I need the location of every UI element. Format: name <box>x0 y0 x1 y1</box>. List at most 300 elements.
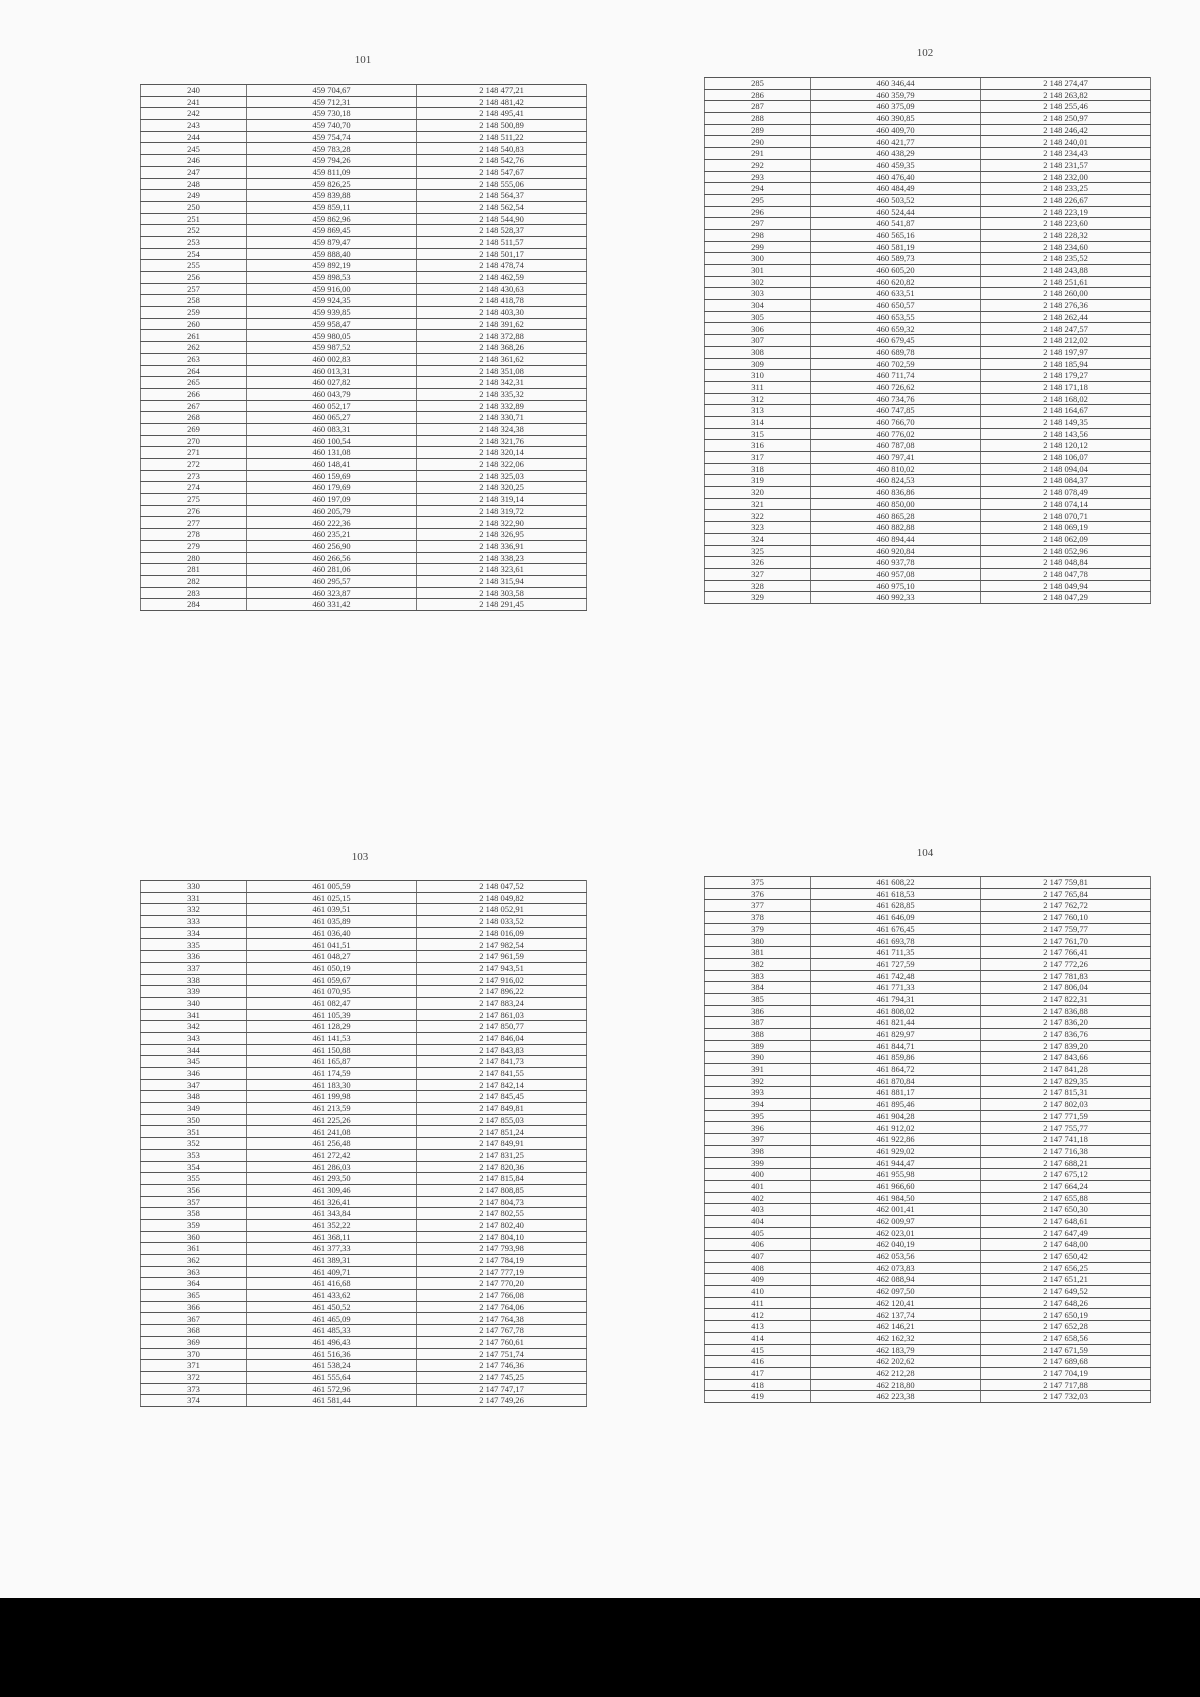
y-coordinate-cell: 2 147 717,88 <box>981 1379 1151 1391</box>
point-number-cell: 347 <box>141 1079 247 1091</box>
x-coordinate-cell: 460 503,52 <box>811 194 981 206</box>
table-row <box>141 295 587 307</box>
x-coordinate-cell: 461 676,45 <box>811 923 981 935</box>
y-coordinate-cell: 2 147 849,91 <box>417 1138 587 1150</box>
y-coordinate-cell: 2 148 562,54 <box>417 201 587 213</box>
point-number-cell: 270 <box>141 435 247 447</box>
x-coordinate-cell: 461 039,51 <box>247 904 417 916</box>
x-coordinate-cell: 461 389,31 <box>247 1255 417 1267</box>
point-number-cell: 274 <box>141 482 247 494</box>
table-row <box>705 370 1151 382</box>
y-coordinate-cell: 2 148 120,12 <box>981 440 1151 452</box>
y-coordinate-cell: 2 148 555,06 <box>417 178 587 190</box>
x-coordinate-cell: 461 409,71 <box>247 1266 417 1278</box>
point-number-cell: 377 <box>705 900 811 912</box>
table-row <box>141 1079 587 1091</box>
x-coordinate-cell: 460 390,85 <box>811 113 981 125</box>
table-row <box>705 1309 1151 1321</box>
table-row <box>705 113 1151 125</box>
point-number-cell: 316 <box>705 440 811 452</box>
y-coordinate-cell: 2 147 806,04 <box>981 982 1151 994</box>
y-coordinate-cell: 2 148 074,14 <box>981 498 1151 510</box>
x-coordinate-cell: 461 618,53 <box>811 888 981 900</box>
table-row <box>141 178 587 190</box>
point-number-cell: 252 <box>141 225 247 237</box>
table-row <box>141 459 587 471</box>
x-coordinate-cell: 461 416,68 <box>247 1278 417 1290</box>
point-number-cell: 373 <box>141 1383 247 1395</box>
table-row <box>141 470 587 482</box>
table-row <box>705 510 1151 522</box>
x-coordinate-cell: 462 137,74 <box>811 1309 981 1321</box>
y-coordinate-cell: 2 148 084,37 <box>981 475 1151 487</box>
table-row <box>705 393 1151 405</box>
point-number-cell: 318 <box>705 463 811 475</box>
table-row <box>705 900 1151 912</box>
point-number-cell: 359 <box>141 1219 247 1231</box>
table-row <box>141 939 587 951</box>
table-row <box>705 335 1151 347</box>
y-coordinate-cell: 2 148 511,22 <box>417 131 587 143</box>
x-coordinate-cell: 461 572,96 <box>247 1383 417 1395</box>
y-coordinate-cell: 2 147 765,84 <box>981 888 1151 900</box>
point-number-cell: 392 <box>705 1075 811 1087</box>
table-row <box>705 276 1151 288</box>
y-coordinate-cell: 2 148 276,36 <box>981 300 1151 312</box>
x-coordinate-cell: 461 059,67 <box>247 974 417 986</box>
y-coordinate-cell: 2 148 251,61 <box>981 276 1151 288</box>
table-row <box>705 253 1151 265</box>
point-number-cell: 414 <box>705 1332 811 1344</box>
x-coordinate-cell: 461 829,97 <box>811 1028 981 1040</box>
table-row <box>141 974 587 986</box>
point-number-cell: 390 <box>705 1052 811 1064</box>
y-coordinate-cell: 2 147 815,31 <box>981 1087 1151 1099</box>
point-number-cell: 285 <box>705 78 811 90</box>
point-number-cell: 345 <box>141 1056 247 1068</box>
y-coordinate-cell: 2 148 332,89 <box>417 400 587 412</box>
x-coordinate-cell: 461 794,31 <box>811 993 981 1005</box>
table-row <box>141 1173 587 1185</box>
point-number-cell: 404 <box>705 1215 811 1227</box>
table-row <box>141 225 587 237</box>
y-coordinate-cell: 2 148 197,97 <box>981 346 1151 358</box>
table-row <box>705 1017 1151 1029</box>
point-number-cell: 245 <box>141 143 247 155</box>
point-number-cell: 272 <box>141 459 247 471</box>
y-coordinate-cell: 2 147 761,70 <box>981 935 1151 947</box>
point-number-cell: 286 <box>705 89 811 101</box>
point-number-cell: 282 <box>141 575 247 587</box>
table-row <box>141 108 587 120</box>
x-coordinate-cell: 460 957,08 <box>811 568 981 580</box>
point-number-cell: 332 <box>141 904 247 916</box>
point-number-cell: 253 <box>141 236 247 248</box>
y-coordinate-cell: 2 148 319,14 <box>417 494 587 506</box>
y-coordinate-cell: 2 148 372,88 <box>417 330 587 342</box>
point-number-cell: 315 <box>705 428 811 440</box>
table-row <box>141 927 587 939</box>
x-coordinate-cell: 460 836,86 <box>811 487 981 499</box>
table-row <box>141 342 587 354</box>
y-coordinate-cell: 2 147 655,88 <box>981 1192 1151 1204</box>
x-coordinate-cell: 462 162,32 <box>811 1332 981 1344</box>
table-row <box>141 482 587 494</box>
point-number-cell: 350 <box>141 1114 247 1126</box>
point-number-cell: 369 <box>141 1336 247 1348</box>
x-coordinate-cell: 461 870,84 <box>811 1075 981 1087</box>
y-coordinate-cell: 2 148 326,95 <box>417 529 587 541</box>
x-coordinate-cell: 460 659,32 <box>811 323 981 335</box>
point-number-cell: 261 <box>141 330 247 342</box>
point-number-cell: 262 <box>141 342 247 354</box>
x-coordinate-cell: 460 653,55 <box>811 311 981 323</box>
table-row <box>705 1099 1151 1111</box>
point-number-cell: 305 <box>705 311 811 323</box>
y-coordinate-cell: 2 148 263,82 <box>981 89 1151 101</box>
y-coordinate-cell: 2 148 255,46 <box>981 101 1151 113</box>
point-number-cell: 247 <box>141 166 247 178</box>
point-number-cell: 324 <box>705 533 811 545</box>
x-coordinate-cell: 459 892,19 <box>247 260 417 272</box>
x-coordinate-cell: 461 516,36 <box>247 1348 417 1360</box>
x-coordinate-cell: 462 202,62 <box>811 1356 981 1368</box>
y-coordinate-cell: 2 147 802,40 <box>417 1219 587 1231</box>
x-coordinate-cell: 460 205,79 <box>247 505 417 517</box>
y-coordinate-cell: 2 147 764,38 <box>417 1313 587 1325</box>
x-coordinate-cell: 461 646,09 <box>811 912 981 924</box>
table-row <box>141 1395 587 1407</box>
x-coordinate-cell: 461 041,51 <box>247 939 417 951</box>
table-row <box>705 1227 1151 1239</box>
point-number-cell: 321 <box>705 498 811 510</box>
table-row <box>705 877 1151 889</box>
x-coordinate-cell: 461 035,89 <box>247 916 417 928</box>
point-number-cell: 242 <box>141 108 247 120</box>
table-row <box>705 1005 1151 1017</box>
table-row <box>141 283 587 295</box>
table-row <box>141 1255 587 1267</box>
table-row <box>141 599 587 611</box>
x-coordinate-cell: 459 826,25 <box>247 178 417 190</box>
y-coordinate-cell: 2 147 746,36 <box>417 1360 587 1372</box>
y-coordinate-cell: 2 147 943,51 <box>417 962 587 974</box>
point-number-cell: 254 <box>141 248 247 260</box>
table-row <box>141 1103 587 1115</box>
x-coordinate-cell: 459 730,18 <box>247 108 417 120</box>
point-number-cell: 354 <box>141 1161 247 1173</box>
point-number-cell: 408 <box>705 1262 811 1274</box>
y-coordinate-cell: 2 148 149,35 <box>981 416 1151 428</box>
x-coordinate-cell: 461 555,64 <box>247 1371 417 1383</box>
y-coordinate-cell: 2 147 772,26 <box>981 958 1151 970</box>
point-number-cell: 368 <box>141 1325 247 1337</box>
x-coordinate-cell: 461 711,35 <box>811 947 981 959</box>
point-number-cell: 351 <box>141 1126 247 1138</box>
x-coordinate-cell: 462 218,80 <box>811 1379 981 1391</box>
y-coordinate-cell: 2 148 342,31 <box>417 377 587 389</box>
point-number-cell: 279 <box>141 540 247 552</box>
x-coordinate-cell: 460 702,59 <box>811 358 981 370</box>
x-coordinate-cell: 462 023,01 <box>811 1227 981 1239</box>
table-row <box>141 951 587 963</box>
coordinate-table-page-104 <box>704 876 1151 1403</box>
y-coordinate-cell: 2 148 322,90 <box>417 517 587 529</box>
table-row <box>705 1157 1151 1169</box>
y-coordinate-cell: 2 147 961,59 <box>417 951 587 963</box>
table-row <box>705 947 1151 959</box>
point-number-cell: 287 <box>705 101 811 113</box>
point-number-cell: 386 <box>705 1005 811 1017</box>
table-row <box>705 1192 1151 1204</box>
x-coordinate-cell: 460 524,44 <box>811 206 981 218</box>
point-number-cell: 322 <box>705 510 811 522</box>
table-row <box>141 904 587 916</box>
table-row <box>705 265 1151 277</box>
point-number-cell: 296 <box>705 206 811 218</box>
x-coordinate-cell: 459 704,67 <box>247 85 417 97</box>
point-number-cell: 336 <box>141 951 247 963</box>
y-coordinate-cell: 2 147 846,04 <box>417 1032 587 1044</box>
y-coordinate-cell: 2 148 368,26 <box>417 342 587 354</box>
x-coordinate-cell: 460 689,78 <box>811 346 981 358</box>
x-coordinate-cell: 461 966,60 <box>811 1180 981 1192</box>
y-coordinate-cell: 2 147 841,73 <box>417 1056 587 1068</box>
point-number-cell: 330 <box>141 881 247 893</box>
point-number-cell: 328 <box>705 580 811 592</box>
table-row <box>141 1278 587 1290</box>
table-row <box>705 1169 1151 1181</box>
table-row <box>141 213 587 225</box>
table-row <box>705 148 1151 160</box>
y-coordinate-cell: 2 148 106,07 <box>981 452 1151 464</box>
x-coordinate-cell: 460 850,00 <box>811 498 981 510</box>
table-row <box>705 568 1151 580</box>
point-number-cell: 358 <box>141 1208 247 1220</box>
x-coordinate-cell: 460 776,02 <box>811 428 981 440</box>
table-row <box>705 1040 1151 1052</box>
x-coordinate-cell: 462 223,38 <box>811 1391 981 1403</box>
x-coordinate-cell: 461 199,98 <box>247 1091 417 1103</box>
point-number-cell: 258 <box>141 295 247 307</box>
point-number-cell: 334 <box>141 927 247 939</box>
point-number-cell: 299 <box>705 241 811 253</box>
table-row <box>705 982 1151 994</box>
table-row <box>141 1219 587 1231</box>
point-number-cell: 340 <box>141 997 247 1009</box>
point-number-cell: 412 <box>705 1309 811 1321</box>
table-row <box>141 1091 587 1103</box>
table-row <box>141 272 587 284</box>
table-row <box>705 381 1151 393</box>
point-number-cell: 311 <box>705 381 811 393</box>
table-row <box>141 1114 587 1126</box>
y-coordinate-cell: 2 148 542,76 <box>417 155 587 167</box>
point-number-cell: 290 <box>705 136 811 148</box>
table-row <box>141 400 587 412</box>
point-number-cell: 418 <box>705 1379 811 1391</box>
x-coordinate-cell: 460 065,27 <box>247 412 417 424</box>
x-coordinate-cell: 460 013,31 <box>247 365 417 377</box>
point-number-cell: 295 <box>705 194 811 206</box>
y-coordinate-cell: 2 148 047,29 <box>981 592 1151 604</box>
point-number-cell: 320 <box>705 487 811 499</box>
point-number-cell: 384 <box>705 982 811 994</box>
table-row <box>705 241 1151 253</box>
x-coordinate-cell: 462 088,94 <box>811 1274 981 1286</box>
table-row <box>705 1204 1151 1216</box>
x-coordinate-cell: 461 922,86 <box>811 1134 981 1146</box>
table-row <box>141 540 587 552</box>
point-number-cell: 361 <box>141 1243 247 1255</box>
y-coordinate-cell: 2 147 650,19 <box>981 1309 1151 1321</box>
x-coordinate-cell: 460 824,53 <box>811 475 981 487</box>
x-coordinate-cell: 461 036,40 <box>247 927 417 939</box>
y-coordinate-cell: 2 147 793,98 <box>417 1243 587 1255</box>
y-coordinate-cell: 2 148 430,63 <box>417 283 587 295</box>
x-coordinate-cell: 459 879,47 <box>247 236 417 248</box>
x-coordinate-cell: 461 904,28 <box>811 1110 981 1122</box>
point-number-cell: 370 <box>141 1348 247 1360</box>
x-coordinate-cell: 461 628,85 <box>811 900 981 912</box>
table-row <box>141 916 587 928</box>
x-coordinate-cell: 459 980,05 <box>247 330 417 342</box>
y-coordinate-cell: 2 148 303,58 <box>417 587 587 599</box>
x-coordinate-cell: 461 105,39 <box>247 1009 417 1021</box>
y-coordinate-cell: 2 148 016,09 <box>417 927 587 939</box>
y-coordinate-cell: 2 148 335,32 <box>417 388 587 400</box>
table-row <box>705 463 1151 475</box>
point-number-cell: 241 <box>141 96 247 108</box>
y-coordinate-cell: 2 148 231,57 <box>981 159 1151 171</box>
y-coordinate-cell: 2 148 481,42 <box>417 96 587 108</box>
y-coordinate-cell: 2 147 716,38 <box>981 1145 1151 1157</box>
table-row <box>141 986 587 998</box>
y-coordinate-cell: 2 148 323,61 <box>417 564 587 576</box>
x-coordinate-cell: 461 433,62 <box>247 1290 417 1302</box>
point-number-cell: 337 <box>141 962 247 974</box>
point-number-cell: 267 <box>141 400 247 412</box>
x-coordinate-cell: 460 295,57 <box>247 575 417 587</box>
table-row <box>705 358 1151 370</box>
y-coordinate-cell: 2 148 262,44 <box>981 311 1151 323</box>
y-coordinate-cell: 2 148 069,19 <box>981 522 1151 534</box>
point-number-cell: 307 <box>705 335 811 347</box>
table-row <box>705 1367 1151 1379</box>
y-coordinate-cell: 2 147 841,28 <box>981 1064 1151 1076</box>
y-coordinate-cell: 2 147 760,10 <box>981 912 1151 924</box>
table-row <box>141 307 587 319</box>
table-row <box>705 1262 1151 1274</box>
table-row <box>705 300 1151 312</box>
x-coordinate-cell: 461 070,95 <box>247 986 417 998</box>
x-coordinate-cell: 461 128,29 <box>247 1021 417 1033</box>
point-number-cell: 380 <box>705 935 811 947</box>
y-coordinate-cell: 2 148 501,17 <box>417 248 587 260</box>
x-coordinate-cell: 460 197,09 <box>247 494 417 506</box>
y-coordinate-cell: 2 148 274,47 <box>981 78 1151 90</box>
y-coordinate-cell: 2 147 804,73 <box>417 1196 587 1208</box>
x-coordinate-cell: 462 001,41 <box>811 1204 981 1216</box>
y-coordinate-cell: 2 148 325,03 <box>417 470 587 482</box>
point-number-cell: 364 <box>141 1278 247 1290</box>
y-coordinate-cell: 2 147 831,25 <box>417 1149 587 1161</box>
y-coordinate-cell: 2 148 052,91 <box>417 904 587 916</box>
table-row <box>705 1286 1151 1298</box>
point-number-cell: 411 <box>705 1297 811 1309</box>
coordinate-table-page-101 <box>140 84 587 611</box>
point-number-cell: 326 <box>705 557 811 569</box>
table-row <box>141 1196 587 1208</box>
x-coordinate-cell: 459 783,28 <box>247 143 417 155</box>
table-row <box>705 405 1151 417</box>
y-coordinate-cell: 2 147 747,17 <box>417 1383 587 1395</box>
x-coordinate-cell: 461 368,11 <box>247 1231 417 1243</box>
x-coordinate-cell: 460 581,19 <box>811 241 981 253</box>
x-coordinate-cell: 460 323,87 <box>247 587 417 599</box>
y-coordinate-cell: 2 147 648,61 <box>981 1215 1151 1227</box>
point-number-cell: 276 <box>141 505 247 517</box>
y-coordinate-cell: 2 148 234,43 <box>981 148 1151 160</box>
y-coordinate-cell: 2 147 749,26 <box>417 1395 587 1407</box>
point-number-cell: 406 <box>705 1239 811 1251</box>
point-number-cell: 417 <box>705 1367 811 1379</box>
y-coordinate-cell: 2 148 462,59 <box>417 272 587 284</box>
y-coordinate-cell: 2 148 047,78 <box>981 568 1151 580</box>
table-row <box>705 1332 1151 1344</box>
table-row <box>141 423 587 435</box>
x-coordinate-cell: 461 864,72 <box>811 1064 981 1076</box>
x-coordinate-cell: 460 002,83 <box>247 353 417 365</box>
x-coordinate-cell: 460 235,21 <box>247 529 417 541</box>
point-number-cell: 376 <box>705 888 811 900</box>
x-coordinate-cell: 461 048,27 <box>247 951 417 963</box>
point-number-cell: 251 <box>141 213 247 225</box>
x-coordinate-cell: 460 100,54 <box>247 435 417 447</box>
x-coordinate-cell: 462 073,83 <box>811 1262 981 1274</box>
point-number-cell: 388 <box>705 1028 811 1040</box>
x-coordinate-cell: 460 894,44 <box>811 533 981 545</box>
x-coordinate-cell: 460 083,31 <box>247 423 417 435</box>
x-coordinate-cell: 459 916,00 <box>247 283 417 295</box>
x-coordinate-cell: 462 183,79 <box>811 1344 981 1356</box>
y-coordinate-cell: 2 147 851,24 <box>417 1126 587 1138</box>
y-coordinate-cell: 2 147 664,24 <box>981 1180 1151 1192</box>
table-row <box>141 494 587 506</box>
point-number-cell: 301 <box>705 265 811 277</box>
x-coordinate-cell: 459 712,31 <box>247 96 417 108</box>
y-coordinate-cell: 2 147 671,59 <box>981 1344 1151 1356</box>
x-coordinate-cell: 460 975,10 <box>811 580 981 592</box>
table-row <box>141 353 587 365</box>
point-number-cell: 264 <box>141 365 247 377</box>
x-coordinate-cell: 459 888,40 <box>247 248 417 260</box>
x-coordinate-cell: 462 097,50 <box>811 1286 981 1298</box>
y-coordinate-cell: 2 148 243,88 <box>981 265 1151 277</box>
y-coordinate-cell: 2 147 647,49 <box>981 1227 1151 1239</box>
y-coordinate-cell: 2 148 403,30 <box>417 307 587 319</box>
table-row <box>141 1138 587 1150</box>
table-row <box>141 1231 587 1243</box>
y-coordinate-cell: 2 147 808,85 <box>417 1184 587 1196</box>
table-row <box>141 166 587 178</box>
y-coordinate-cell: 2 147 855,03 <box>417 1114 587 1126</box>
y-coordinate-cell: 2 147 760,61 <box>417 1336 587 1348</box>
table-row <box>141 318 587 330</box>
x-coordinate-cell: 461 581,44 <box>247 1395 417 1407</box>
y-coordinate-cell: 2 148 564,37 <box>417 190 587 202</box>
point-number-cell: 289 <box>705 124 811 136</box>
